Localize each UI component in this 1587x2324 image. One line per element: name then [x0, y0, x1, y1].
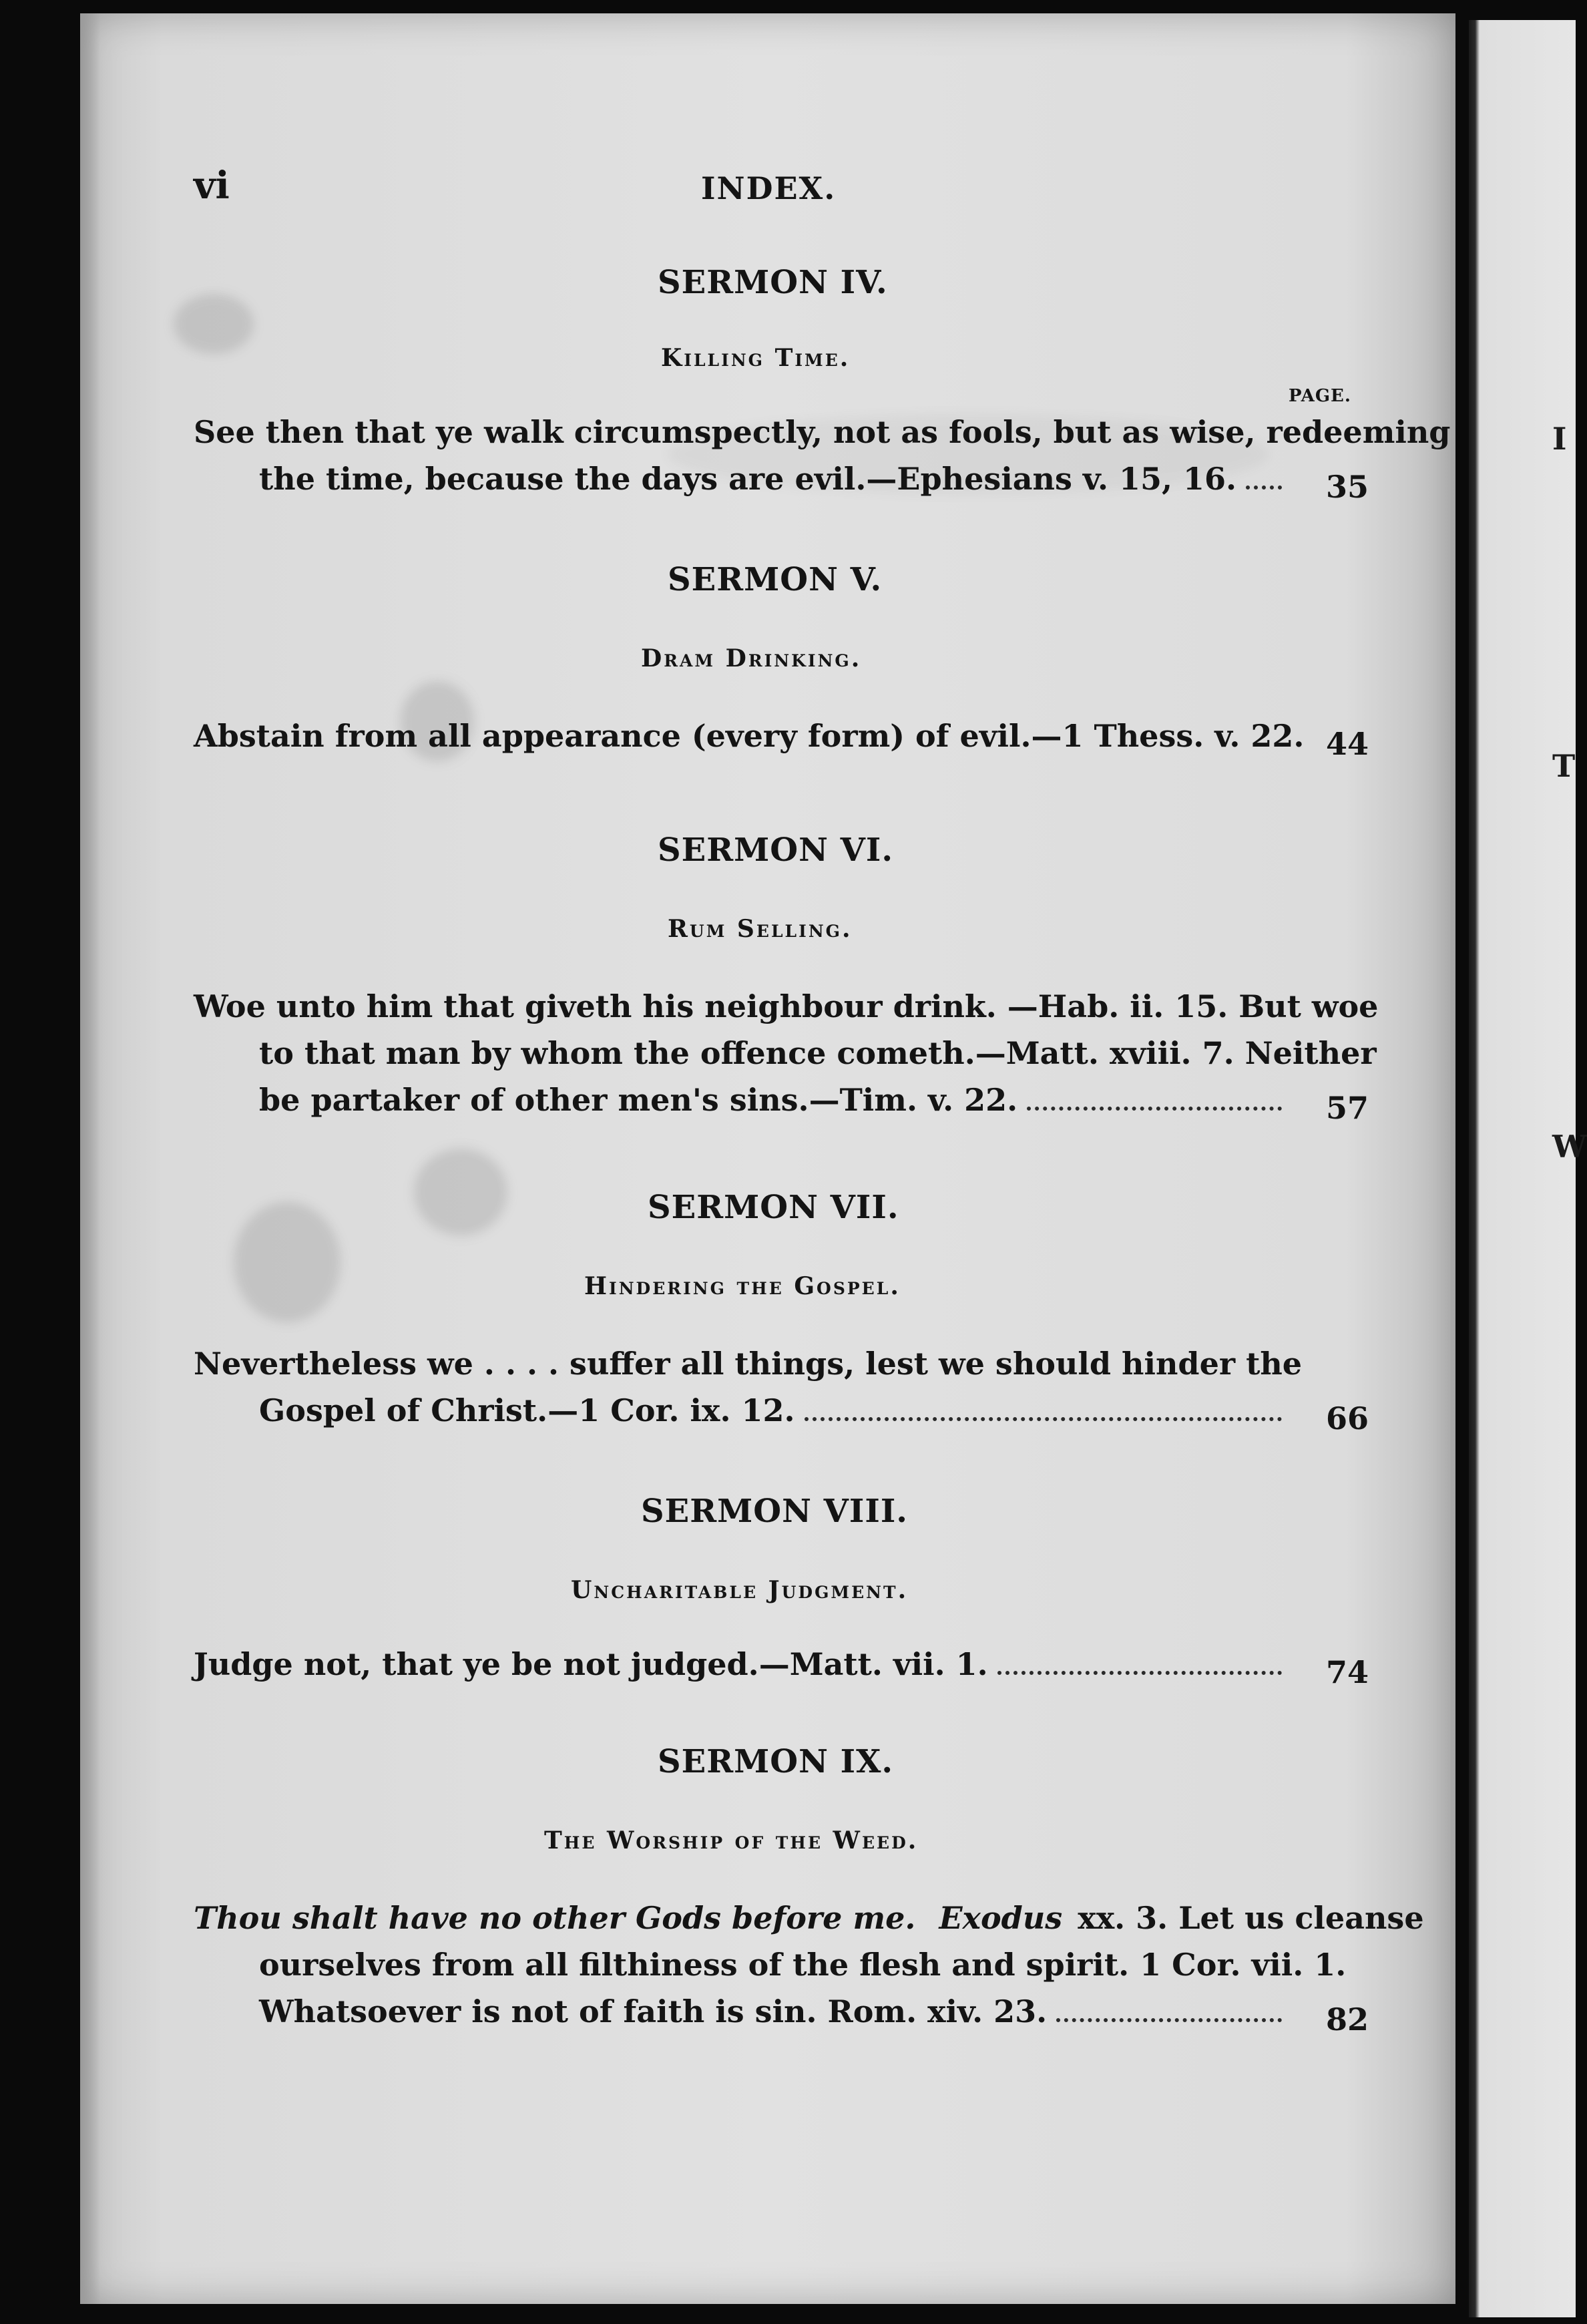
entry-line: Nevertheless we . . . . suffer all things, lest we should hinder the	[194, 1346, 1303, 1382]
page-number: 35	[1325, 469, 1369, 505]
sermon-heading: SERMON V.	[668, 561, 883, 598]
page-number: 74	[1325, 1654, 1369, 1690]
sermon-title: Hindering the Gospel.	[584, 1272, 901, 1300]
entry-line: Woe unto him that giveth his neighbour drink. —Hab. ii. 15. But woe	[194, 988, 1379, 1024]
sermon-title: Killing Time.	[661, 344, 851, 372]
sermon-title: Dram Drinking.	[641, 644, 862, 672]
page-title: INDEX.	[701, 170, 837, 206]
index-entry	[194, 1346, 1369, 1439]
stain	[414, 1149, 507, 1235]
facing-page-letter: T	[1552, 748, 1576, 784]
page-number: 66	[1325, 1400, 1369, 1436]
index-entry	[194, 1900, 1424, 2040]
page-numeral: vi	[194, 164, 230, 208]
sermon-title: Uncharitable Judgment.	[571, 1576, 909, 1604]
entry-line-italic-ref: Exodus	[939, 1900, 1063, 1936]
dot-leader	[805, 1417, 1282, 1421]
dot-leader	[1056, 2018, 1282, 2022]
sermon-heading: SERMON VIII.	[641, 1493, 908, 1530]
entry-line: Gospel of Christ.—1 Cor. ix. 12.	[259, 1392, 795, 1428]
sermon-heading: SERMON IV.	[658, 264, 888, 301]
page-number: 82	[1325, 2001, 1369, 2038]
sermon-title: Rum Selling.	[668, 915, 853, 943]
entry-line: the time, because the days are evil.—Ephesians v. 15, 16.	[259, 461, 1237, 497]
dot-leader	[997, 1671, 1282, 1675]
entry-line: Whatsoever is not of faith is sin. Rom. xiv. 23.	[259, 1993, 1048, 2029]
entry-line: Abstain from all appearance (every form) of evil.—1 Thess. v. 22.	[194, 718, 1305, 754]
index-entry	[194, 414, 1451, 508]
sermon-heading: SERMON VII.	[648, 1189, 899, 1226]
page-column-label: PAGE.	[1289, 386, 1351, 406]
stain	[234, 1202, 341, 1322]
page-number: 57	[1325, 1090, 1369, 1126]
entry-line: See then that ye walk circumspectly, not as fools, but as wise, redeeming	[194, 414, 1451, 450]
index-entry	[194, 718, 1369, 765]
entry-line: to that man by whom the offence cometh.—Matt. xviii. 7. Neither	[259, 1035, 1377, 1071]
sermon-title: The Worship of the Weed.	[544, 1826, 919, 1855]
dot-leader	[1027, 1107, 1282, 1111]
entry-line: ourselves from all filthiness of the flesh and spirit. 1 Cor. vii. 1.	[259, 1947, 1347, 1983]
facing-page-edge	[1469, 20, 1576, 2317]
entry-line: xx. 3. Let us cleanse	[1078, 1900, 1424, 1936]
index-entry	[194, 1646, 1369, 1693]
facing-page-letter: I	[1552, 421, 1567, 457]
entry-line: be partaker of other men's sins.—Tim. v. 22.	[259, 1082, 1018, 1118]
index-entry	[194, 988, 1379, 1129]
page-number: 44	[1325, 726, 1369, 762]
sermon-heading: SERMON IX.	[658, 1743, 894, 1780]
entry-line-italic: Thou shalt have no other Gods before me.	[194, 1900, 916, 1936]
entry-line: Judge not, that ye be not judged.—Matt. vii. 1.	[194, 1646, 988, 1682]
page-gutter	[80, 13, 100, 2304]
sermon-heading: SERMON VI.	[658, 831, 894, 869]
stain	[174, 294, 254, 354]
dot-leader	[1246, 486, 1282, 490]
facing-page-letter: W	[1552, 1129, 1587, 1165]
